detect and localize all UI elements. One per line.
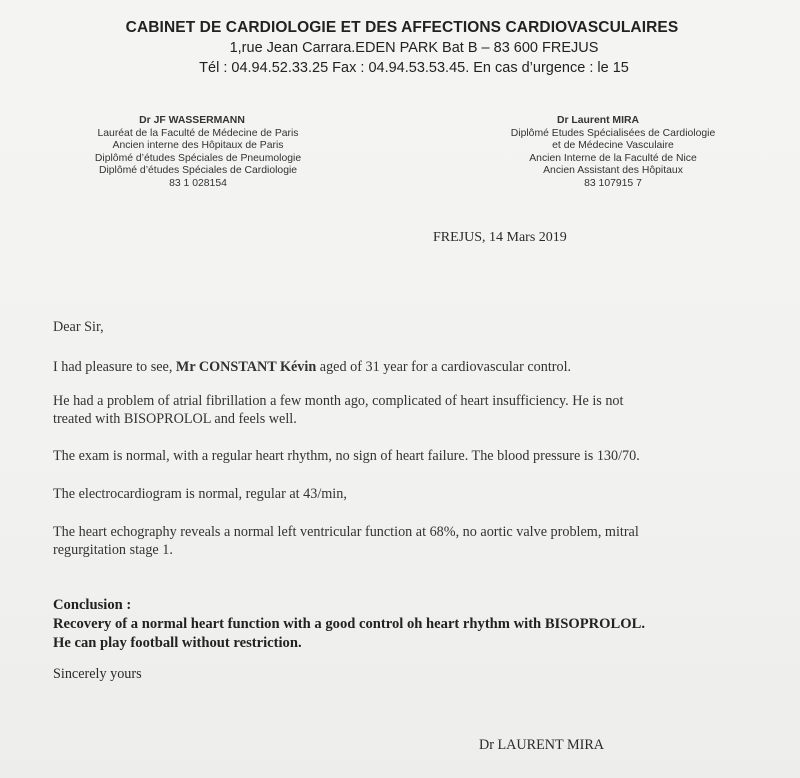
visit-intro: I had pleasure to see,: [53, 359, 176, 375]
conclusion-heading: Conclusion :: [53, 597, 132, 613]
salutation: Dear Sir,: [53, 319, 104, 335]
doctor-right-block: [476, 115, 750, 191]
clinic-phone: Tél : 04.94.52.33.25 Fax : 04.94.53.53.45. En cas d’urgence : le 15: [199, 60, 629, 76]
doctor-right-credential: Ancien Assistant des Hôpitaux: [543, 165, 683, 177]
paragraph-echography: [53, 523, 763, 559]
paragraph-ecg: The electrocardiogram is normal, regular at 43/min,: [53, 486, 347, 502]
conclusion-block: [53, 596, 773, 653]
history-line: He had a problem of atrial fibrillation a few month ago, complicated of heart insufficiency. He is not: [53, 393, 624, 409]
doctor-left-credential: Diplômé d’études Spéciales de Pneumologie: [94, 152, 302, 164]
letter-date: FREJUS, 14 Mars 2019: [433, 230, 567, 245]
echography-line: The heart echography reveals a normal left ventricular function at 68%, no aortic valve problem, mitral: [53, 524, 639, 540]
doctor-right-name: Dr Laurent MIRA: [557, 115, 639, 126]
clinic-address: 1,rue Jean Carrara.EDEN PARK Bat B – 83 600 FREJUS: [229, 40, 599, 56]
signature: Dr LAURENT MIRA: [479, 737, 605, 753]
history-line: treated with BISOPROLOL and feels well.: [53, 411, 297, 427]
doctor-right-credential: Ancien Interne de la Faculté de Nice: [529, 152, 697, 164]
echography-line: regurgitation stage 1.: [53, 542, 173, 558]
closing: Sincerely yours: [53, 666, 142, 682]
paragraph-visit: [53, 358, 763, 376]
doctor-left-name: Dr JF WASSERMANN: [139, 115, 245, 126]
visit-reason: aged of 31 year for a cardiovascular control.: [316, 359, 572, 375]
doctor-left-block: [52, 115, 344, 191]
doctor-right-id: 83 107915 7: [584, 177, 642, 189]
conclusion-line: Recovery of a normal heart function with a good control oh heart rhythm with BISOPROLOL.: [53, 616, 645, 632]
doctor-left-id: 83 1 028154: [169, 177, 227, 189]
doctor-left-credential: Diplômé d’études Spéciales de Cardiologie: [98, 165, 298, 177]
doctor-left-credential: Lauréat de la Faculté de Médecine de Paris: [97, 127, 299, 139]
doctor-left-credential: Ancien interne des Hôpitaux de Paris: [112, 140, 284, 152]
conclusion-line: He can play football without restriction.: [53, 635, 302, 651]
paragraph-exam: The exam is normal, with a regular heart rhythm, no sign of heart failure. The blood pressure is 130/70.: [53, 448, 640, 464]
paragraph-history: [53, 392, 763, 428]
doctor-right-credential: Diplômé Etudes Spécialisées de Cardiologie: [510, 127, 716, 139]
clinic-name: CABINET DE CARDIOLOGIE ET DES AFFECTIONS CARDIOVASCULAIRES: [125, 19, 679, 36]
patient-name: Mr CONSTANT Kévin: [175, 359, 317, 375]
doctor-right-credential: et de Médecine Vasculaire: [552, 140, 674, 152]
